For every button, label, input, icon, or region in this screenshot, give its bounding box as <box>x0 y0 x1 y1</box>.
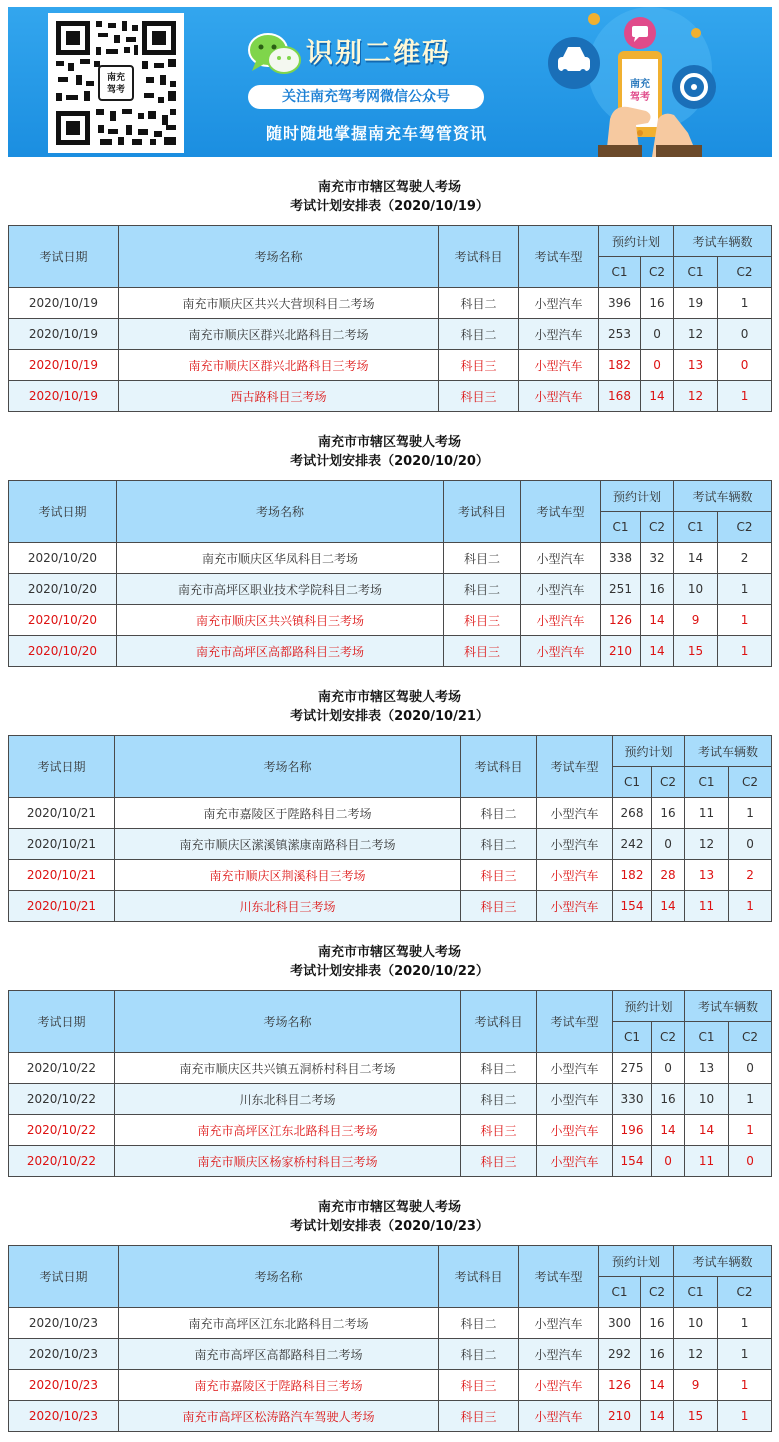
col-header-plan-c2: C2 <box>641 512 674 543</box>
table-header-row <box>9 481 772 512</box>
table-row <box>9 350 772 381</box>
cell-subject: 科目三 <box>461 860 537 891</box>
cell-venue: 南充市顺庆区荆溪科目三考场 <box>115 860 461 891</box>
table-header-row <box>9 991 772 1022</box>
cell-vehicle: 小型汽车 <box>519 1339 599 1370</box>
col-header-plan: 预约计划 <box>613 991 685 1022</box>
col-header-plan-c1: C1 <box>613 767 652 798</box>
cell-plan-c2: 14 <box>652 891 685 922</box>
cell-venue: 川东北科目二考场 <box>115 1084 461 1115</box>
col-header-cars-c1: C1 <box>674 1277 718 1308</box>
col-header-date: 考试日期 <box>9 226 119 288</box>
cell-cars-c2: 1 <box>718 1401 772 1432</box>
table-row <box>9 1115 772 1146</box>
cell-plan-c2: 16 <box>652 1084 685 1115</box>
cell-cars-c2: 1 <box>729 891 772 922</box>
cell-venue: 南充市顺庆区华凤科目二考场 <box>117 543 444 574</box>
col-header-plan: 预约计划 <box>613 736 685 767</box>
cell-plan-c2: 14 <box>641 1370 674 1401</box>
cell-plan-c2: 0 <box>652 1053 685 1084</box>
cell-subject: 科目二 <box>439 1339 519 1370</box>
col-header-vehicle: 考试车型 <box>521 481 601 543</box>
cell-cars-c2: 1 <box>718 574 772 605</box>
table-row <box>9 636 772 667</box>
cell-cars-c2: 1 <box>729 798 772 829</box>
cell-vehicle: 小型汽车 <box>537 1146 613 1177</box>
col-header-plan-c1: C1 <box>613 1022 652 1053</box>
col-header-vehicle: 考试车型 <box>519 1246 599 1308</box>
cell-venue: 南充市高坪区江东北路科目二考场 <box>119 1308 439 1339</box>
table-header-row <box>9 1246 772 1277</box>
qr-logo-line2: 驾考 <box>106 85 125 95</box>
col-header-subject: 考试科目 <box>461 991 537 1053</box>
col-header-cars-c2: C2 <box>729 1022 772 1053</box>
col-header-cars-c2: C2 <box>718 1277 772 1308</box>
cell-subject: 科目三 <box>461 891 537 922</box>
col-header-plan-c1: C1 <box>599 1277 641 1308</box>
table-row <box>9 543 772 574</box>
cell-subject: 科目三 <box>461 1146 537 1177</box>
cell-plan-c2: 32 <box>641 543 674 574</box>
cell-vehicle: 小型汽车 <box>521 543 601 574</box>
cell-subject: 科目二 <box>444 574 521 605</box>
cell-date: 2020/10/20 <box>9 636 117 667</box>
car-icon <box>548 37 600 89</box>
cell-cars-c2: 0 <box>718 319 772 350</box>
table-row <box>9 1401 772 1432</box>
cell-plan-c2: 0 <box>641 350 674 381</box>
cell-cars-c2: 2 <box>729 860 772 891</box>
cell-date: 2020/10/20 <box>9 543 117 574</box>
cell-vehicle: 小型汽车 <box>521 574 601 605</box>
cell-date: 2020/10/19 <box>9 381 119 412</box>
wechat-icon <box>248 31 302 79</box>
cell-cars-c2: 0 <box>718 350 772 381</box>
table-row <box>9 1339 772 1370</box>
cell-date: 2020/10/20 <box>9 574 117 605</box>
cell-subject: 科目三 <box>439 1401 519 1432</box>
cell-plan-c2: 16 <box>641 574 674 605</box>
cell-venue: 南充市顺庆区共兴大营坝科目二考场 <box>119 288 439 319</box>
cell-plan-c2: 0 <box>641 319 674 350</box>
col-header-vehicle: 考试车型 <box>537 736 613 798</box>
cell-date: 2020/10/20 <box>9 605 117 636</box>
cell-plan-c2: 14 <box>641 605 674 636</box>
cell-cars-c2: 2 <box>718 543 772 574</box>
table-row <box>9 1053 772 1084</box>
schedule-table <box>8 225 772 412</box>
cell-subject: 科目二 <box>461 829 537 860</box>
cell-cars-c2: 0 <box>729 829 772 860</box>
cell-cars-c2: 0 <box>729 1053 772 1084</box>
cell-cars-c1: 13 <box>685 860 729 891</box>
section-title: 南充市市辖区驾驶人考场 <box>317 180 461 195</box>
cell-cars-c1: 12 <box>685 829 729 860</box>
cell-cars-c1: 11 <box>685 891 729 922</box>
table-row <box>9 319 772 350</box>
col-header-subject: 考试科目 <box>439 1246 519 1308</box>
cell-vehicle: 小型汽车 <box>521 605 601 636</box>
cell-cars-c1: 13 <box>685 1053 729 1084</box>
cell-subject: 科目三 <box>439 350 519 381</box>
section-title: 南充市市辖区驾驶人考场 <box>317 690 461 705</box>
col-header-plan-c1: C1 <box>599 257 641 288</box>
cell-cars-c1: 10 <box>674 1308 718 1339</box>
col-header-subject: 考试科目 <box>461 736 537 798</box>
cell-date: 2020/10/19 <box>9 350 119 381</box>
cell-date: 2020/10/23 <box>9 1370 119 1401</box>
cell-plan-c1: 182 <box>613 860 652 891</box>
cell-cars-c2: 0 <box>729 1146 772 1177</box>
cell-vehicle: 小型汽车 <box>521 636 601 667</box>
cell-plan-c1: 292 <box>599 1339 641 1370</box>
section-subtitle: 考试计划安排表（2020/10/20） <box>290 454 489 469</box>
col-header-plan-c2: C2 <box>652 767 685 798</box>
cell-vehicle: 小型汽车 <box>537 798 613 829</box>
table-row <box>9 1084 772 1115</box>
cell-plan-c1: 251 <box>601 574 641 605</box>
cell-subject: 科目二 <box>439 288 519 319</box>
schedule-section <box>8 1198 771 1424</box>
col-header-cars-c2: C2 <box>729 767 772 798</box>
col-header-plan: 预约计划 <box>601 481 674 512</box>
schedule-section <box>8 688 771 914</box>
table-row <box>9 1146 772 1177</box>
cell-cars-c2: 1 <box>729 1084 772 1115</box>
cell-date: 2020/10/23 <box>9 1401 119 1432</box>
cell-plan-c2: 0 <box>652 829 685 860</box>
cell-subject: 科目二 <box>439 319 519 350</box>
cell-subject: 科目三 <box>444 605 521 636</box>
col-header-date: 考试日期 <box>9 736 115 798</box>
col-header-vehicle: 考试车型 <box>519 226 599 288</box>
cell-plan-c2: 16 <box>652 798 685 829</box>
cell-plan-c2: 14 <box>641 636 674 667</box>
cell-vehicle: 小型汽车 <box>519 1308 599 1339</box>
cell-date: 2020/10/22 <box>9 1084 115 1115</box>
cell-venue: 南充市嘉陵区于陛路科目二考场 <box>115 798 461 829</box>
cell-plan-c1: 182 <box>599 350 641 381</box>
chat-icon <box>624 17 656 49</box>
section-title: 南充市市辖区驾驶人考场 <box>317 1200 461 1215</box>
col-header-cars: 考试车辆数 <box>685 991 772 1022</box>
section-subtitle: 考试计划安排表（2020/10/21） <box>290 709 489 724</box>
cell-cars-c1: 12 <box>674 319 718 350</box>
table-row <box>9 1370 772 1401</box>
col-header-plan: 预约计划 <box>599 226 674 257</box>
mobile-app-illustration <box>528 7 772 157</box>
col-header-date: 考试日期 <box>9 481 117 543</box>
cell-cars-c2: 1 <box>718 1370 772 1401</box>
cell-plan-c1: 242 <box>613 829 652 860</box>
qr-code <box>48 13 184 153</box>
cell-date: 2020/10/21 <box>9 798 115 829</box>
schedule-table <box>8 990 772 1177</box>
cell-date: 2020/10/21 <box>9 829 115 860</box>
cell-venue: 南充市高坪区职业技术学院科目二考场 <box>117 574 444 605</box>
col-header-plan-c2: C2 <box>641 257 674 288</box>
section-subtitle: 考试计划安排表（2020/10/19） <box>290 199 489 214</box>
cell-venue: 南充市高坪区松涛路汽车驾驶人考场 <box>119 1401 439 1432</box>
table-row <box>9 860 772 891</box>
cell-cars-c1: 15 <box>674 636 718 667</box>
col-header-plan: 预约计划 <box>599 1246 674 1277</box>
cell-vehicle: 小型汽车 <box>537 891 613 922</box>
cell-cars-c1: 10 <box>674 574 718 605</box>
col-header-cars-c2: C2 <box>718 257 772 288</box>
cell-date: 2020/10/19 <box>9 288 119 319</box>
schedule-section <box>8 433 771 659</box>
table-header-row <box>9 736 772 767</box>
cell-venue: 南充市顺庆区潆溪镇潆康南路科目二考场 <box>115 829 461 860</box>
cell-vehicle: 小型汽车 <box>537 860 613 891</box>
promo-banner[interactable] <box>8 7 772 157</box>
cell-plan-c1: 275 <box>613 1053 652 1084</box>
schedule-section <box>8 178 771 404</box>
cell-cars-c2: 1 <box>718 381 772 412</box>
col-header-cars: 考试车辆数 <box>685 736 772 767</box>
cell-date: 2020/10/23 <box>9 1308 119 1339</box>
cell-cars-c1: 14 <box>685 1115 729 1146</box>
col-header-date: 考试日期 <box>9 991 115 1053</box>
col-header-venue: 考场名称 <box>117 481 444 543</box>
section-subtitle: 考试计划安排表（2020/10/22） <box>290 964 489 979</box>
qr-logo-line1: 南充 <box>106 73 125 83</box>
table-row <box>9 798 772 829</box>
table-row <box>9 574 772 605</box>
col-header-cars-c2: C2 <box>718 512 772 543</box>
col-header-cars: 考试车辆数 <box>674 1246 772 1277</box>
cell-cars-c2: 1 <box>718 1339 772 1370</box>
cell-plan-c2: 16 <box>641 1339 674 1370</box>
cell-cars-c1: 14 <box>674 543 718 574</box>
cell-subject: 科目二 <box>461 1053 537 1084</box>
cell-vehicle: 小型汽车 <box>519 350 599 381</box>
cell-vehicle: 小型汽车 <box>519 381 599 412</box>
cell-vehicle: 小型汽车 <box>537 829 613 860</box>
phone-logo-line2: 驾考 <box>630 92 650 103</box>
cell-venue: 南充市高坪区高都路科目二考场 <box>119 1339 439 1370</box>
cell-plan-c2: 14 <box>641 1401 674 1432</box>
cell-venue: 南充市嘉陵区于陛路科目三考场 <box>119 1370 439 1401</box>
table-row <box>9 829 772 860</box>
cell-plan-c2: 16 <box>641 1308 674 1339</box>
schedule-section <box>8 943 771 1169</box>
col-header-date: 考试日期 <box>9 1246 119 1308</box>
col-header-subject: 考试科目 <box>439 226 519 288</box>
cell-cars-c1: 9 <box>674 605 718 636</box>
cell-cars-c2: 1 <box>718 288 772 319</box>
cell-plan-c1: 338 <box>601 543 641 574</box>
cell-subject: 科目二 <box>439 1308 519 1339</box>
cell-vehicle: 小型汽车 <box>519 288 599 319</box>
cell-venue: 南充市顺庆区共兴镇五洞桥村科目二考场 <box>115 1053 461 1084</box>
cell-cars-c2: 1 <box>718 1308 772 1339</box>
cell-plan-c1: 396 <box>599 288 641 319</box>
cell-vehicle: 小型汽车 <box>519 319 599 350</box>
cell-date: 2020/10/22 <box>9 1053 115 1084</box>
banner-tagline: 随时随地掌握南充车驾管资讯 <box>266 124 488 143</box>
cell-cars-c2: 1 <box>729 1115 772 1146</box>
table-header-row <box>9 226 772 257</box>
col-header-venue: 考场名称 <box>115 991 461 1053</box>
cell-cars-c1: 9 <box>674 1370 718 1401</box>
cell-plan-c1: 154 <box>613 1146 652 1177</box>
cell-date: 2020/10/21 <box>9 891 115 922</box>
cell-plan-c1: 253 <box>599 319 641 350</box>
cell-plan-c2: 0 <box>652 1146 685 1177</box>
schedule-table <box>8 735 772 922</box>
cell-cars-c1: 19 <box>674 288 718 319</box>
cell-plan-c1: 210 <box>601 636 641 667</box>
col-header-subject: 考试科目 <box>444 481 521 543</box>
col-header-venue: 考场名称 <box>119 226 439 288</box>
table-row <box>9 605 772 636</box>
cell-date: 2020/10/23 <box>9 1339 119 1370</box>
schedule-table <box>8 480 772 667</box>
col-header-cars: 考试车辆数 <box>674 481 772 512</box>
cell-cars-c1: 11 <box>685 798 729 829</box>
cell-plan-c2: 14 <box>652 1115 685 1146</box>
cell-subject: 科目三 <box>439 1370 519 1401</box>
col-header-plan-c2: C2 <box>641 1277 674 1308</box>
follow-wechat-label: 关注南充驾考网微信公众号 <box>248 85 484 109</box>
section-title: 南充市市辖区驾驶人考场 <box>317 945 461 960</box>
cell-cars-c1: 12 <box>674 381 718 412</box>
scan-qr-title: 识别二维码 <box>306 38 451 69</box>
cell-plan-c1: 210 <box>599 1401 641 1432</box>
cell-vehicle: 小型汽车 <box>537 1084 613 1115</box>
cell-plan-c1: 168 <box>599 381 641 412</box>
cell-plan-c2: 28 <box>652 860 685 891</box>
col-header-plan-c2: C2 <box>652 1022 685 1053</box>
col-header-cars-c1: C1 <box>685 1022 729 1053</box>
cell-subject: 科目二 <box>461 1084 537 1115</box>
section-title: 南充市市辖区驾驶人考场 <box>317 435 461 450</box>
cell-plan-c1: 126 <box>601 605 641 636</box>
phone-logo-line1: 南充 <box>630 79 650 90</box>
col-header-cars-c1: C1 <box>674 512 718 543</box>
table-row <box>9 891 772 922</box>
cell-cars-c1: 12 <box>674 1339 718 1370</box>
cell-plan-c1: 154 <box>613 891 652 922</box>
col-header-vehicle: 考试车型 <box>537 991 613 1053</box>
cell-venue: 南充市顺庆区群兴北路科目二考场 <box>119 319 439 350</box>
table-row <box>9 288 772 319</box>
cell-cars-c2: 1 <box>718 605 772 636</box>
cell-plan-c1: 300 <box>599 1308 641 1339</box>
section-subtitle: 考试计划安排表（2020/10/23） <box>290 1219 489 1234</box>
cell-cars-c1: 13 <box>674 350 718 381</box>
cell-venue: 南充市顺庆区共兴镇科目三考场 <box>117 605 444 636</box>
table-row <box>9 1308 772 1339</box>
cell-subject: 科目三 <box>439 381 519 412</box>
cell-date: 2020/10/21 <box>9 860 115 891</box>
cell-cars-c1: 11 <box>685 1146 729 1177</box>
cell-subject: 科目三 <box>461 1115 537 1146</box>
cell-venue: 南充市顺庆区杨家桥村科目三考场 <box>115 1146 461 1177</box>
cell-date: 2020/10/22 <box>9 1115 115 1146</box>
cell-cars-c1: 15 <box>674 1401 718 1432</box>
cell-vehicle: 小型汽车 <box>537 1115 613 1146</box>
cell-venue: 川东北科目三考场 <box>115 891 461 922</box>
cell-venue: 南充市高坪区江东北路科目三考场 <box>115 1115 461 1146</box>
cell-venue: 西古路科目三考场 <box>119 381 439 412</box>
col-header-plan-c1: C1 <box>601 512 641 543</box>
col-header-venue: 考场名称 <box>115 736 461 798</box>
steering-wheel-icon <box>672 65 716 109</box>
cell-subject: 科目二 <box>461 798 537 829</box>
col-header-cars-c1: C1 <box>685 767 729 798</box>
cell-subject: 科目三 <box>444 636 521 667</box>
cell-cars-c2: 1 <box>718 636 772 667</box>
cell-plan-c1: 268 <box>613 798 652 829</box>
cell-subject: 科目二 <box>444 543 521 574</box>
cell-cars-c1: 10 <box>685 1084 729 1115</box>
cell-vehicle: 小型汽车 <box>537 1053 613 1084</box>
cell-venue: 南充市顺庆区群兴北路科目三考场 <box>119 350 439 381</box>
cell-vehicle: 小型汽车 <box>519 1401 599 1432</box>
cell-date: 2020/10/19 <box>9 319 119 350</box>
col-header-venue: 考场名称 <box>119 1246 439 1308</box>
cell-plan-c1: 196 <box>613 1115 652 1146</box>
cell-plan-c2: 16 <box>641 288 674 319</box>
cell-date: 2020/10/22 <box>9 1146 115 1177</box>
cell-plan-c2: 14 <box>641 381 674 412</box>
cell-vehicle: 小型汽车 <box>519 1370 599 1401</box>
schedule-table <box>8 1245 772 1432</box>
cell-plan-c1: 330 <box>613 1084 652 1115</box>
col-header-cars-c1: C1 <box>674 257 718 288</box>
table-row <box>9 381 772 412</box>
cell-plan-c1: 126 <box>599 1370 641 1401</box>
qr-center-logo <box>98 65 134 101</box>
col-header-cars: 考试车辆数 <box>674 226 772 257</box>
cell-venue: 南充市高坪区高都路科目三考场 <box>117 636 444 667</box>
